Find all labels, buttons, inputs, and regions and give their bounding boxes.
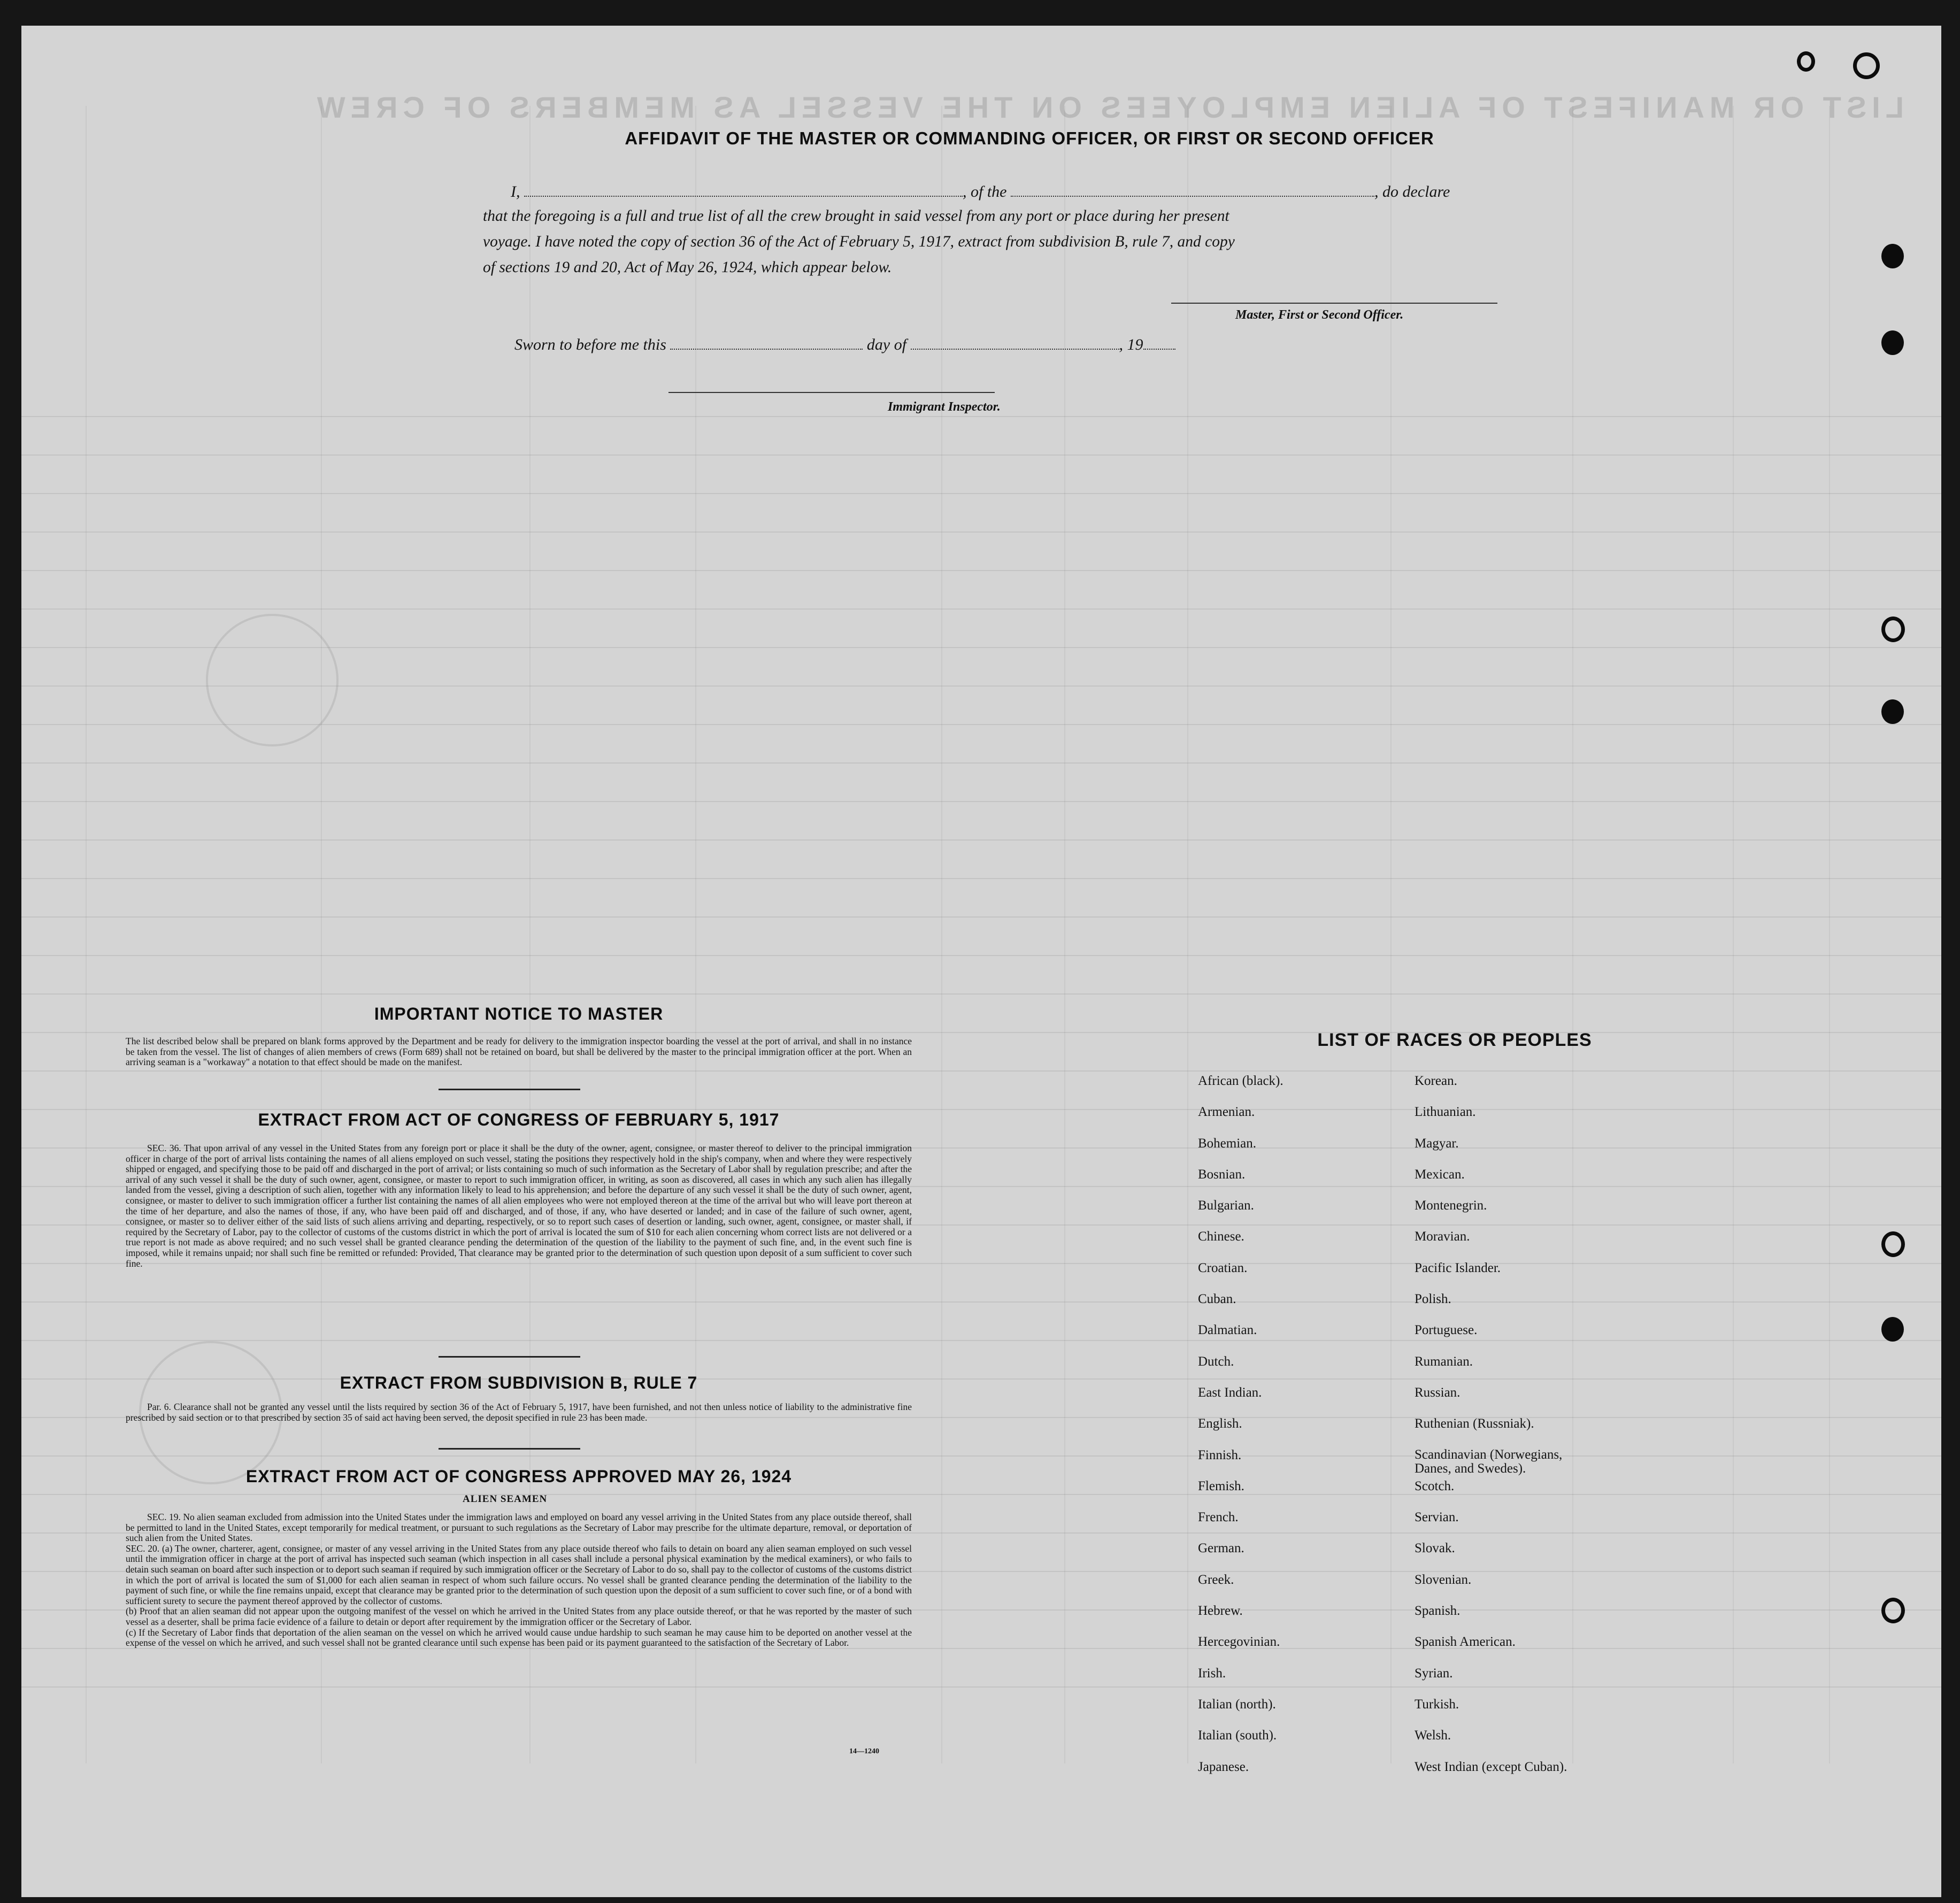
race-item: Hebrew. [1198, 1604, 1243, 1619]
extract-1917-text: SEC. 36. That upon arrival of any vessel in the United States from any foreign port or place it shall be the duty of the owner, agent, consignee, or master thereof to deliver to the principal immigration officer in charge of the port of arrival lists containing the names of all aliens employed on such vessel, stating the positions they respectively hold in the ship's company, when and where they were respectively shipped or engaged, and specifying those to be paid off and discharged in the port of arrival; or lists containing so much of such information as the Secretary of Labor shall by regulation prescribe; and after the arrival of any such vessel it shall be the duty of such owner, agent, consignee, or master to report to such immigration officer, in writing, as soon as discovered, all cases in which any such alien has illegally landed from the vessel, giving a description of such alien, together with any information likely to lead to his apprehension; and before the departure of any such vessel it shall be the duty of such owner, agent, consignee, or master to deliver to such immigration officer a further list containing the names of all alien employees who were not employed thereon at the time of the arrival but who will leave port thereon at the time of her departure, and also the names of those, if any, who have been paid off and discharged, and of those, if any, who have deserted or landed; and in case of the failure of such owner, agent, consignee, or master so to deliver either of the said lists of such aliens arriving and departing, respectively, or so to report such cases of desertion or landing, such owner, agent, consignee, or master shall, if required by the Secretary of Labor, pay to the collector of customs of the customs district in which the port of arrival is located the sum of $10 for each alien concerning whom correct lists are not delivered or a true report is not made as above required; and no such vessel shall be granted clearance pending the determination of the question of the liability to the payment of such fine, and, in the event such fine is imposed, while it remains unpaid; nor shall such fine be remitted or refunded: Provided, That clearance may be granted prior to the determination of such question upon deposit of a sum sufficient to cover such fine. [126, 1143, 912, 1269]
bleed-through-row-line [21, 1301, 1941, 1303]
bleed-through-row-line [21, 878, 1941, 879]
sworn-day-blank [670, 335, 863, 350]
bleed-through-column-line [1572, 106, 1573, 1763]
punch-hole [1797, 51, 1815, 72]
bleed-through-row-line [21, 801, 1941, 802]
sworn-line: Sworn to before me this day of , 19 [514, 335, 1175, 354]
name-blank [524, 182, 963, 197]
race-item: Magyar. [1415, 1136, 1459, 1151]
punch-hole [1881, 1231, 1905, 1257]
notice-heading: IMPORTANT NOTICE TO MASTER [374, 1004, 664, 1023]
race-item: Bohemian. [1198, 1136, 1257, 1151]
affidavit-title: AFFIDAVIT OF THE MASTER OR COMMANDING OFFICER, OR FIRST OR SECOND OFFICER [625, 128, 1434, 148]
race-item: Bulgarian. [1198, 1198, 1254, 1213]
divider [439, 1089, 580, 1090]
bleed-through-row-line [21, 762, 1941, 764]
inspector-signature-line [668, 392, 995, 393]
bleed-through-row-line [21, 493, 1941, 494]
vessel-blank [1011, 182, 1374, 197]
bleed-through-row-line [21, 454, 1941, 456]
punch-hole [1881, 617, 1905, 642]
race-item: Montenegrin. [1415, 1198, 1487, 1213]
bleed-through-title: LIST OR MANIFEST OF ALIEN EMPLOYEES ON THE VESSEL AS MEMBERS OF CREW [311, 90, 1904, 124]
bleed-through-column-line [1829, 106, 1830, 1763]
rule-7-heading: EXTRACT FROM SUBDIVISION B, RULE 7 [340, 1373, 698, 1392]
race-item: Welsh. [1415, 1728, 1451, 1743]
punch-hole [1881, 330, 1904, 355]
race-item: Hercegovinian. [1198, 1635, 1280, 1650]
bleed-through-row-line [21, 570, 1941, 571]
affidavit-line-2: that the foregoing is a full and true list of all the crew brought in said vessel from any port or place during her present [483, 207, 1229, 225]
race-item: Servian. [1415, 1510, 1459, 1525]
sworn-year-blank [1143, 335, 1175, 350]
master-signature-line [1171, 303, 1497, 304]
race-item: Moravian. [1415, 1229, 1470, 1244]
race-item: Rumanian. [1415, 1354, 1473, 1369]
punch-hole [1853, 52, 1880, 79]
race-item: Korean. [1415, 1074, 1457, 1088]
bleed-through-row-line [21, 1686, 1941, 1688]
race-item: African (black). [1198, 1074, 1283, 1088]
bleed-through-column-line [1064, 106, 1065, 1763]
alien-seamen-subheading: ALIEN SEAMEN [463, 1493, 548, 1505]
race-item: Spanish American. [1415, 1635, 1516, 1650]
punch-hole [1881, 244, 1904, 268]
race-item: West Indian (except Cuban). [1415, 1759, 1567, 1774]
race-item: Dutch. [1198, 1354, 1234, 1369]
bleed-through-row-line [21, 608, 1941, 610]
race-item: Mexican. [1415, 1167, 1465, 1182]
race-item: Slovak. [1415, 1541, 1455, 1556]
punch-hole [1881, 699, 1904, 724]
bleed-through-row-line [21, 1494, 1941, 1495]
race-item: Cuban. [1198, 1292, 1236, 1307]
document-page [21, 26, 1941, 1897]
race-item: Pacific Islander. [1415, 1260, 1501, 1275]
affidavit-line-4: of sections 19 and 20, Act of May 26, 1924, which appear below. [483, 259, 892, 276]
race-item: Italian (north). [1198, 1697, 1276, 1712]
bleed-through-row-line [21, 1455, 1941, 1457]
race-item: German. [1198, 1541, 1244, 1556]
extract-1924-text: SEC. 19. No alien seaman excluded from admission into the United States under the immigration laws and employed on board any vessel arriving in the United States from any place outside thereof, shall be permitted to land in the United States, except temporarily for medical treatment, or pursuant to such regulations as the Secretary of Labor may prescribe for the ultimate departure, removal, or deportation of such alien from the United States. SEC. 20. (a) The owner, charterer, agent, consignee, or master of any vessel arriving in the United States from any place outside thereof who fails to detain on board any alien seaman employed on such vessel until the immigration officer in charge at the port of arrival has inspected such seaman (which inspection in all cases shall include a personal physical examination by the medical examiners), or who fails to detain such seaman on board after such inspection or to deport such seaman if required by such immigration officer or the Secretary of Labor to do so, shall pay to the collector of customs of the customs district in which the port of arrival is located the sum of $1,000 for each alien seaman in respect of whom such failure occurs. No vessel shall be granted clearance pending the determination of the liability to the payment of such fine, or while the fine remains unpaid, except that clearance may be granted prior to the determination of such question upon the deposit of a sum sufficient to cover such fine, or of a bond with sufficient surety to secure the payment thereof approved by the collector of customs. (b) Proof that an alien seaman did not appear upon the outgoing manifest of the vessel on which he arrived in the United States from any place outside thereof, or that he was reported by the master of such vessel as a deserter, shall be prima facie evidence of a failure to detain or deport after requirement by the immigration officer or the Secretary of Labor. (c) If the Secretary of Labor finds that deportation of the alien seaman on the vessel on which he arrived would cause undue hardship to such seaman he may cause him to be deported on another vessel at the expense of the vessel on which he arrived, and such vessel shall not be granted clearance until such expense has been paid or its payment guaranteed to the satisfaction of the Secretary of Labor. [126, 1512, 912, 1648]
races-right-column [1415, 1074, 1567, 1791]
divider [439, 1448, 580, 1450]
bleed-through-row-line [21, 1070, 1941, 1072]
race-item: English. [1198, 1416, 1242, 1431]
bleed-through-row-line [21, 416, 1941, 417]
race-item: Spanish. [1415, 1604, 1461, 1619]
faint-seal [206, 614, 339, 746]
bleed-through-column-line [86, 106, 87, 1763]
races-left-column [1198, 1074, 1283, 1791]
race-item: Flemish. [1198, 1478, 1244, 1493]
race-item: Russian. [1415, 1385, 1461, 1400]
race-item: Portuguese. [1415, 1323, 1478, 1338]
bleed-through-row-line [21, 531, 1941, 533]
bleed-through-column-line [1733, 106, 1734, 1763]
race-item: Chinese. [1198, 1229, 1244, 1244]
bleed-through-column-line [941, 106, 942, 1763]
affidavit-line-3: voyage. I have noted the copy of section 36 of the Act of February 5, 1917, extract from subdivision B, rule 7, and copy [483, 233, 1235, 250]
bleed-through-row-line [21, 955, 1941, 956]
race-item: Italian (south). [1198, 1728, 1277, 1743]
race-item: Bosnian. [1198, 1167, 1246, 1182]
race-item: French. [1198, 1510, 1239, 1525]
race-item: Ruthenian (Russniak). [1415, 1416, 1534, 1431]
race-item: Dalmatian. [1198, 1323, 1257, 1338]
inspector-caption: Immigrant Inspector. [888, 400, 1001, 414]
race-item: Scotch. [1415, 1478, 1455, 1493]
race-item: Irish. [1198, 1666, 1226, 1681]
rule-7-text: Par. 6. Clearance shall not be granted any vessel until the lists required by section 36 of the Act of February 5, 1917, have been furnished, and not then unless notice of liability to the administrative fine prescribed by said section or to that prescribed by section 35 of said act having been served, the deposit specified in rule 23 has been made. [126, 1401, 912, 1423]
punch-hole [1881, 1317, 1904, 1342]
race-item: Armenian. [1198, 1105, 1255, 1120]
form-number: 14—1240 [849, 1747, 879, 1755]
race-item: Scandinavian (Norwegians, Danes, and Swedes). [1415, 1447, 1563, 1476]
race-item: Polish. [1415, 1292, 1451, 1307]
master-caption: Master, First or Second Officer. [1235, 308, 1404, 322]
race-item: Syrian. [1415, 1666, 1453, 1681]
punch-hole [1881, 1598, 1905, 1623]
notice-text: The list described below shall be prepared on blank forms approved by the Department and be ready for delivery to the immigration inspector boarding the vessel at the port of arrival, and shall in no instance be taken from the vessel. The list of changes of alien members of crews (Form 689) shall not be retained on board, but shall be delivered by the master to the principal immigration officer at the port. When an arriving seaman is a "workaway" a notation to that effect should be made on the manifest. [126, 1036, 912, 1068]
bleed-through-column-line [1187, 106, 1188, 1763]
race-item: Lithuanian. [1415, 1105, 1476, 1120]
race-item: Croatian. [1198, 1260, 1248, 1275]
bleed-through-row-line [21, 839, 1941, 841]
race-item: Turkish. [1415, 1697, 1459, 1712]
race-item: Finnish. [1198, 1447, 1242, 1462]
race-item: Greek. [1198, 1572, 1234, 1587]
affidavit-line-1: I, , of the , do declare [511, 183, 1450, 201]
divider [439, 1356, 580, 1358]
race-item: East Indian. [1198, 1385, 1262, 1400]
sworn-month-blank [911, 335, 1119, 350]
bleed-through-row-line [21, 1340, 1941, 1341]
extract-1924-heading: EXTRACT FROM ACT OF CONGRESS APPROVED MAY 26, 1924 [245, 1467, 792, 1486]
extract-1917-heading: EXTRACT FROM ACT OF CONGRESS OF FEBRUARY 5, 1917 [258, 1110, 780, 1129]
bleed-through-column-line [1390, 106, 1392, 1763]
bleed-through-row-line [21, 916, 1941, 918]
bleed-through-row-line [21, 993, 1941, 995]
races-heading: LIST OF RACES OR PEOPLES [1317, 1030, 1592, 1050]
race-item: Slovenian. [1415, 1572, 1472, 1587]
race-item: Japanese. [1198, 1759, 1249, 1774]
